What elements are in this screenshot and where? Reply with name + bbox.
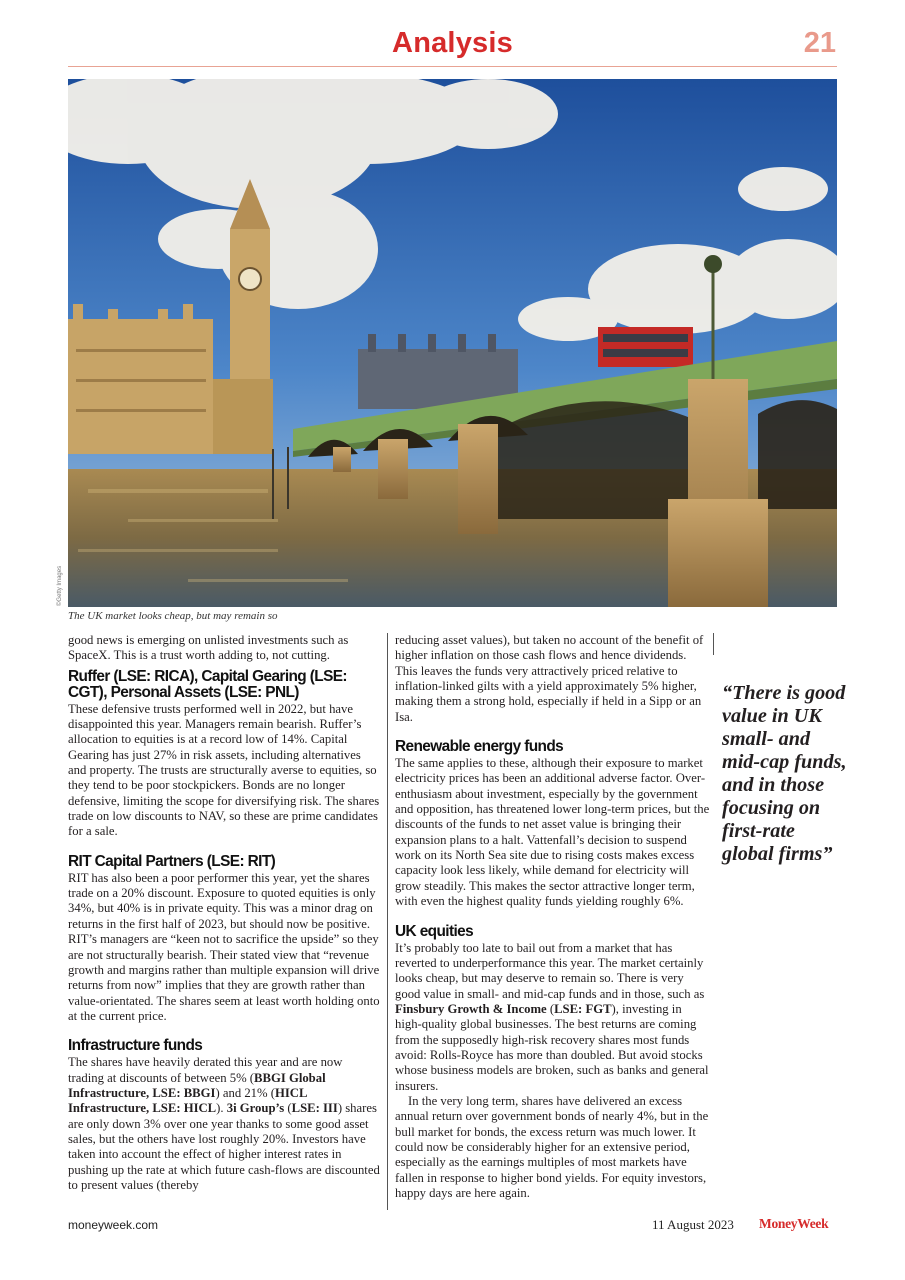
footer-date: 11 August 2023 xyxy=(652,1217,734,1232)
fund-name: HICL Infrastructure, LSE: HICL xyxy=(68,1085,307,1116)
article-column-2 xyxy=(395,633,710,1201)
page-number: 21 xyxy=(803,27,836,59)
section-heading-infrastructure: Infrastructure funds xyxy=(68,1037,203,1055)
section-body-uk-equities xyxy=(395,941,710,1094)
photo-caption: The UK market looks cheap, but may remain so xyxy=(68,610,278,622)
intro-paragraph: reducing asset values), but taken no account of the benefit of higher inflation on those cash flows and hence dividends. This leaves the funds very attractively priced relative to inflation-linked gilts with a yield approximately 5% higher, making them a strong hold, especially if held in a Sipp or an Isa. xyxy=(395,633,704,724)
section-heading-uk-equities: UK equities xyxy=(395,922,474,940)
fund-name: Finsbury Growth & Income xyxy=(395,1001,547,1016)
body-text: ). xyxy=(216,1101,227,1116)
section-heading-ruffer: Ruffer (LSE: RICA), Capital Gearing (LSE: CGT), Personal Assets (LSE: PNL) xyxy=(68,667,347,701)
body-text: ), investing in high-quality global businesses. The best returns are coming from the supposedly high-risk recovery shares most funds avoid: Rolls-Royce has more than doubled. But avoid stocks whose business models are broken, such as banks and general insurers. xyxy=(395,1001,709,1093)
footer-website: moneyweek.com xyxy=(68,1218,159,1232)
column-divider xyxy=(713,633,714,655)
section-body-uk-equities-2: In the very long term, shares have delivered an excess annual return over government bonds of nearly 4%, but in the bull market for bonds, the excess return was much lower. It could now be considerably higher for an extensive period, especially as the earnings multiples of most markets have fallen in response to higher bond yields. For equity investors, happy days are here again. xyxy=(395,1093,709,1200)
body-text: It’s probably too late to bail out from a market that has reverted to underperformance this year. The market certainly looks cheap, but may deserve to remain so. There is very good value in small- and mid-cap funds and in those, such as xyxy=(395,940,705,1001)
body-text: ) shares are only down 3% over one year thanks to some good asset sales, but the others have lost roughly 20%. Investors have taken into account the effect of higher interest rates in pushing up the rate at which future cash-flows are discounted to present values (thereby xyxy=(68,1101,380,1192)
moneyweek-logo: MoneyWeek xyxy=(759,1216,829,1231)
westminster-bridge-photo xyxy=(68,79,837,607)
fund-ticker: LSE: III xyxy=(291,1101,338,1116)
column-divider xyxy=(387,633,388,1210)
section-heading-rit: RIT Capital Partners (LSE: RIT) xyxy=(68,852,276,870)
body-text: ( xyxy=(546,1001,555,1016)
pull-quote: “There is good value in UK small- and mid-cap funds, and in those focusing on first-rate global firms” xyxy=(722,682,847,865)
fund-ticker: LSE: FGT xyxy=(554,1001,612,1016)
section-body-renewable: The same applies to these, although their exposure to market electricity prices has been an additional adverse factor. Over-enthusiasm about investment, especially by the government and opposition, has threatened lower long-term prices, but the discounts of the funds to net asset value is bringing their expansion plans to a halt. Vattenfall’s decision to suspend work on its North Sea site due to rising costs makes excess capacity look less likely, while demand for electricity will grow steadily. This makes the sector attractive longer term, with even the highest quality funds yielding roughly 6%. xyxy=(395,756,710,909)
section-body-rit: RIT has also been a poor performer this year, yet the shares trade on a 20% discount. Exposure to quoted equities is only 34%, but 40% is in private equity. This was a minor drag on returns in the first half of 2023, but should now be positive. RIT’s managers are “keen not to sacrifice the upside” so they are not structurally bearish. Their stated view that “revenue growth and margins rather than multiple expansion will drive returns from now” implies that they are growth rather than value-orientated. The shares seem at least worth holding onto at the current price. xyxy=(68,870,380,1023)
fund-name: 3i Group’s xyxy=(226,1101,285,1116)
article-column-1 xyxy=(68,633,380,1193)
section-body-infrastructure xyxy=(68,1055,380,1193)
body-text: The shares have heavily derated this year and are now trading at discounts of between 5% ( xyxy=(68,1055,343,1085)
intro-paragraph: good news is emerging on unlisted investments such as SpaceX. This is a trust worth adding to, not cutting. xyxy=(68,633,349,663)
header-divider xyxy=(68,66,837,67)
body-text: ( xyxy=(284,1101,292,1116)
fund-name: BBGI Global Infrastructure, LSE: BBGI xyxy=(68,1070,326,1100)
section-title: Analysis xyxy=(392,27,513,59)
body-text: ) and 21% ( xyxy=(215,1085,275,1100)
photo-credit: ©Getty Images xyxy=(57,565,63,606)
section-heading-renewable: Renewable energy funds xyxy=(395,738,564,756)
section-body-ruffer: These defensive trusts performed well in 2022, but have disappointed this year. Managers remain bearish. Ruffer’s allocation to equities is at a record low of 14%. Capital Gearing has just 27% in risk assets, including alternatives and property. The trusts are structurally averse to equities, so they tend to be poor stockpickers. Bonds are no longer defensive, limiting the scope for diversifying risk. The shares trade on low discounts to NAV, so these are prime candidates for a sale. xyxy=(68,701,380,839)
